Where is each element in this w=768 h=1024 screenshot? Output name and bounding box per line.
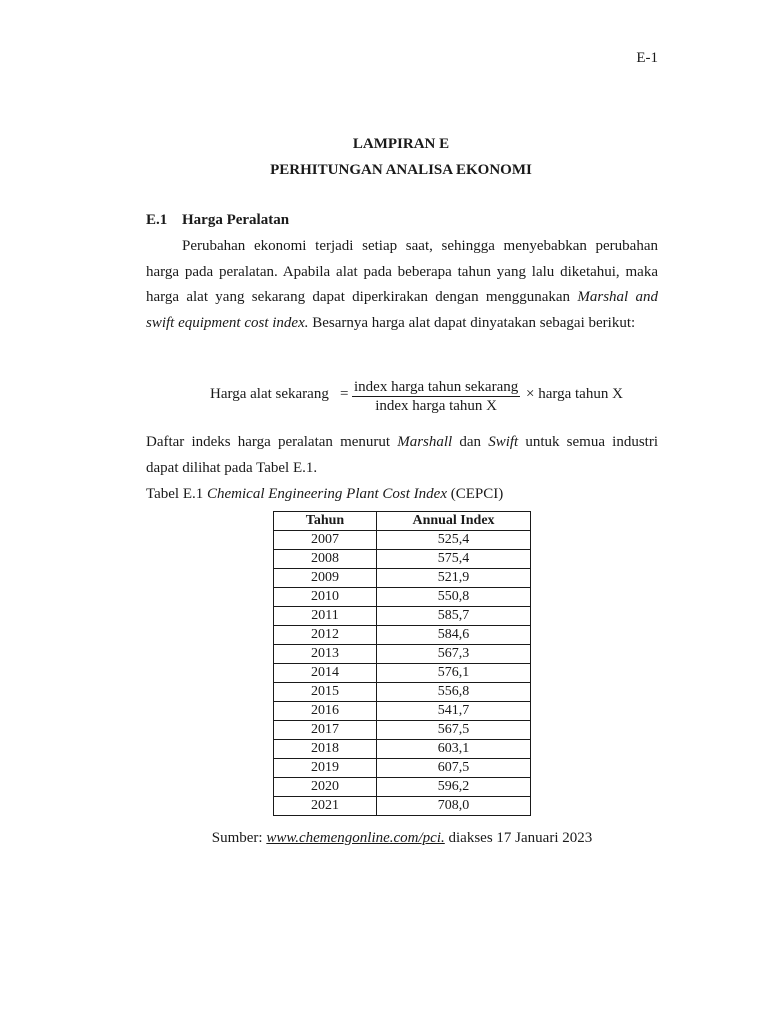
index-cell: 541,7 <box>377 702 531 721</box>
table-caption <box>146 486 503 503</box>
paragraph-text: Besarnya harga alat dapat dinyatakan sebagai berikut: <box>308 314 636 331</box>
table-row <box>274 588 531 607</box>
index-cell: 525,4 <box>377 531 531 550</box>
index-cell: 585,7 <box>377 607 531 626</box>
cost-formula <box>0 378 768 418</box>
year-cell: 2008 <box>274 550 377 569</box>
year-cell: 2018 <box>274 740 377 759</box>
section-title-text: Harga Peralatan <box>182 212 290 228</box>
table-row <box>274 759 531 778</box>
table-row <box>274 569 531 588</box>
paragraph-text: untuk semua industri dapat dilihat pada Tabel E.1. <box>146 434 658 476</box>
table-row <box>274 797 531 816</box>
appendix-subtitle: PERHITUNGAN ANALISA EKONOMI <box>270 162 532 178</box>
table-row <box>274 531 531 550</box>
formula-rhs: × harga tahun X <box>526 386 623 402</box>
header-year: Tahun <box>274 512 377 531</box>
year-cell: 2017 <box>274 721 377 740</box>
table-row <box>274 550 531 569</box>
index-cell: 607,5 <box>377 759 531 778</box>
year-cell: 2012 <box>274 626 377 645</box>
index-cell: 567,5 <box>377 721 531 740</box>
index-cell: 576,1 <box>377 664 531 683</box>
section-number: E.1 <box>146 212 168 228</box>
source-prefix: Sumber: <box>211 830 267 846</box>
formula-equals: = <box>340 386 349 402</box>
index-cell: 567,3 <box>377 645 531 664</box>
table-header-row <box>274 512 531 531</box>
year-cell: 2013 <box>274 645 377 664</box>
year-cell: 2009 <box>274 569 377 588</box>
appendix-title: LAMPIRAN E <box>352 136 450 152</box>
table-body <box>274 531 531 816</box>
year-cell: 2014 <box>274 664 377 683</box>
year-cell: 2019 <box>274 759 377 778</box>
paragraph-text: Daftar indeks harga peralatan menurut <box>146 434 398 450</box>
table-row <box>274 645 531 664</box>
paragraph-text: dan <box>452 434 489 450</box>
source-note <box>0 830 768 847</box>
year-cell: 2011 <box>274 607 377 626</box>
formula-fraction <box>352 378 520 415</box>
page-number: E-1 <box>636 50 658 66</box>
header-annual-index: Annual Index <box>377 512 531 531</box>
year-cell: 2010 <box>274 588 377 607</box>
index-cell: 550,8 <box>377 588 531 607</box>
marshall-italic: Marshall <box>397 434 453 450</box>
year-cell: 2021 <box>274 797 377 816</box>
table-reference-paragraph <box>146 430 658 481</box>
index-cell: 521,9 <box>377 569 531 588</box>
swift-italic: Swift <box>488 434 519 450</box>
index-cell: 584,6 <box>377 626 531 645</box>
cepci-table <box>273 511 531 816</box>
index-cell: 708,0 <box>377 797 531 816</box>
table-row <box>274 702 531 721</box>
table-row <box>274 683 531 702</box>
index-cell: 575,4 <box>377 550 531 569</box>
caption-prefix: Tabel E.1 <box>146 486 208 502</box>
table-row <box>274 664 531 683</box>
formula-denominator: index harga tahun X <box>375 398 498 414</box>
section-heading <box>146 212 289 229</box>
caption-italic: Chemical Engineering Plant Cost Index <box>207 486 447 502</box>
caption-suffix: (CEPCI) <box>446 486 504 502</box>
formula-numerator: index harga tahun sekarang <box>354 379 519 395</box>
index-cell: 596,2 <box>377 778 531 797</box>
formula-lhs: Harga alat sekarang <box>210 386 329 402</box>
index-cell: 603,1 <box>377 740 531 759</box>
year-cell: 2015 <box>274 683 377 702</box>
year-cell: 2016 <box>274 702 377 721</box>
table-row <box>274 607 531 626</box>
table-row <box>274 626 531 645</box>
intro-paragraph <box>146 234 658 336</box>
source-link[interactable]: www.chemengonline.com/pci. <box>266 830 445 846</box>
year-cell: 2020 <box>274 778 377 797</box>
paragraph-text: Perubahan ekonomi terjadi setiap saat, sehingga menyebabkan perubahan harga pada peralatan. Apabila alat pada beberapa tahun yang lalu diketahui, maka harga alat yang sekarang dapat diperkirakan dengan menggunakan <box>146 238 658 305</box>
index-name-italic: Marshal and swift equipment cost index. <box>146 289 659 331</box>
table-row <box>274 740 531 759</box>
table-row <box>274 778 531 797</box>
source-suffix: diakses 17 Januari 2023 <box>444 830 593 846</box>
year-cell: 2007 <box>274 531 377 550</box>
table-row <box>274 721 531 740</box>
index-cell: 556,8 <box>377 683 531 702</box>
